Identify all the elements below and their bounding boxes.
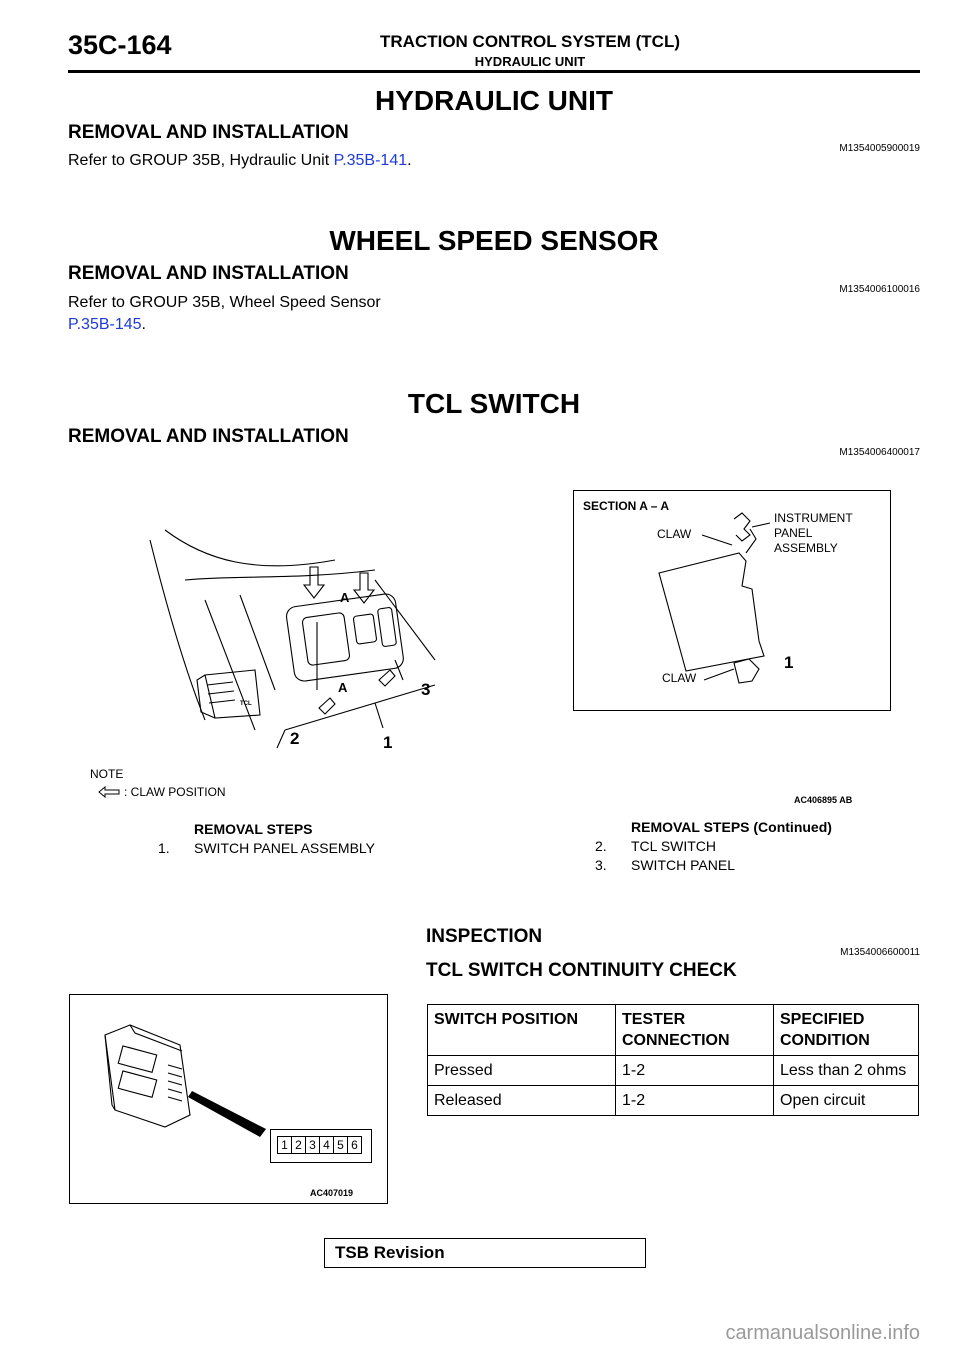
switch-connector-figure (69, 994, 388, 1204)
connector-pin: 5 (334, 1137, 348, 1153)
step-label: TCL SWITCH (631, 838, 717, 854)
tsb-revision-label: TSB Revision (335, 1243, 445, 1262)
claw-label-bottom: CLAW (662, 671, 697, 685)
table-row (428, 1056, 919, 1086)
step-label: SWITCH PANEL ASSEMBLY (194, 840, 376, 856)
connector-pin-row (277, 1136, 362, 1154)
connector-pin: 2 (292, 1137, 306, 1153)
instrument-label-line3: ASSEMBLY (774, 541, 838, 555)
figure-code: AC407019 (310, 1188, 354, 1198)
callout-1-section: 1 (784, 653, 794, 672)
doc-code: M1354006600011 (840, 947, 920, 958)
removal-steps-heading: REMOVAL STEPS (194, 821, 313, 837)
section-view-box (573, 490, 891, 711)
inspection-heading: INSPECTION (426, 926, 543, 947)
table-cell: Released (428, 1086, 616, 1116)
paragraph-text: Refer to GROUP 35B, Hydraulic Unit (68, 152, 334, 169)
section-view-drawing (574, 491, 890, 710)
subheading-removal-installation: REMOVAL AND INSTALLATION (68, 426, 349, 447)
header-rule (68, 70, 920, 73)
section-title-hydraulic-unit: HYDRAULIC UNIT (375, 85, 613, 116)
note-text: : CLAW POSITION (124, 785, 226, 799)
continuity-table (427, 1004, 919, 1116)
callout-a-top: A (340, 590, 350, 605)
figure-code: AC406895 AB (794, 795, 853, 805)
subheading-removal-installation: REMOVAL AND INSTALLATION (68, 263, 349, 284)
section-label: SECTION A – A (583, 499, 670, 513)
step-number: 2. (595, 838, 607, 854)
connector-pin: 1 (278, 1137, 292, 1153)
page-link[interactable]: P.35B-145 (68, 316, 142, 333)
subheading-removal-installation: REMOVAL AND INSTALLATION (68, 122, 349, 143)
callout-2: 2 (290, 729, 300, 748)
step-label: SWITCH PANEL (631, 857, 735, 873)
connector-pin: 6 (351, 1138, 358, 1152)
doc-code: M1354006400017 (839, 447, 920, 458)
doc-code: M1354005900019 (839, 143, 920, 154)
tcl-marking: TCL (240, 701, 252, 707)
callout-3: 3 (421, 680, 431, 699)
table-cell: Open circuit (774, 1086, 919, 1116)
paragraph-hydraulic (68, 150, 412, 172)
paragraph-wheel-line2 (68, 314, 146, 336)
table-cell: Pressed (428, 1056, 616, 1086)
table-header-cell: SPECIFIED CONDITION (774, 1005, 919, 1056)
table-cell: 1-2 (616, 1056, 774, 1086)
table-header-row (428, 1005, 919, 1056)
table-cell: 1-2 (616, 1086, 774, 1116)
claw-position-arrow-icon (98, 786, 120, 798)
instrument-label-line1: INSTRUMENT (774, 511, 853, 525)
continuity-check-heading: TCL SWITCH CONTINUITY CHECK (426, 960, 737, 981)
section-title-wheel-speed-sensor: WHEEL SPEED SENSOR (329, 225, 659, 256)
removal-steps-heading-continued: REMOVAL STEPS (Continued) (631, 819, 832, 835)
header-subtitle: HYDRAULIC UNIT (474, 54, 586, 69)
instrument-label-line2: PANEL (774, 526, 813, 540)
callout-a-bottom: A (338, 680, 348, 695)
note-title: NOTE (90, 767, 124, 781)
page-number: 35C-164 (68, 30, 172, 60)
watermark-text: carmanualsonline.info (725, 1322, 920, 1344)
connector-pin: 3 (306, 1137, 320, 1153)
table-header-cell: SWITCH POSITION (428, 1005, 616, 1056)
paragraph-text: . (407, 152, 412, 169)
switch-connector-drawing (70, 995, 387, 1203)
paragraph-text: . (141, 316, 146, 333)
paragraph-wheel-line1: Refer to GROUP 35B, Wheel Speed Sensor (68, 294, 381, 311)
section-title-tcl-switch: TCL SWITCH (407, 388, 581, 419)
doc-code: M1354006100016 (839, 284, 920, 295)
table-row (428, 1086, 919, 1116)
connector-pin-face (270, 1129, 372, 1163)
step-number: 3. (595, 857, 607, 873)
connector-pin: 4 (320, 1137, 334, 1153)
header-title: TRACTION CONTROL SYSTEM (TCL) (380, 32, 680, 51)
callout-1: 1 (383, 733, 393, 752)
table-cell: Less than 2 ohms (774, 1056, 919, 1086)
tsb-revision-box (324, 1238, 646, 1268)
page-link[interactable]: P.35B-141 (333, 152, 408, 169)
claw-label-top: CLAW (657, 527, 692, 541)
table-header-cell: TESTER CONNECTION (616, 1005, 774, 1056)
step-number: 1. (158, 840, 170, 856)
tcl-switch-removal-illustration (145, 520, 445, 760)
